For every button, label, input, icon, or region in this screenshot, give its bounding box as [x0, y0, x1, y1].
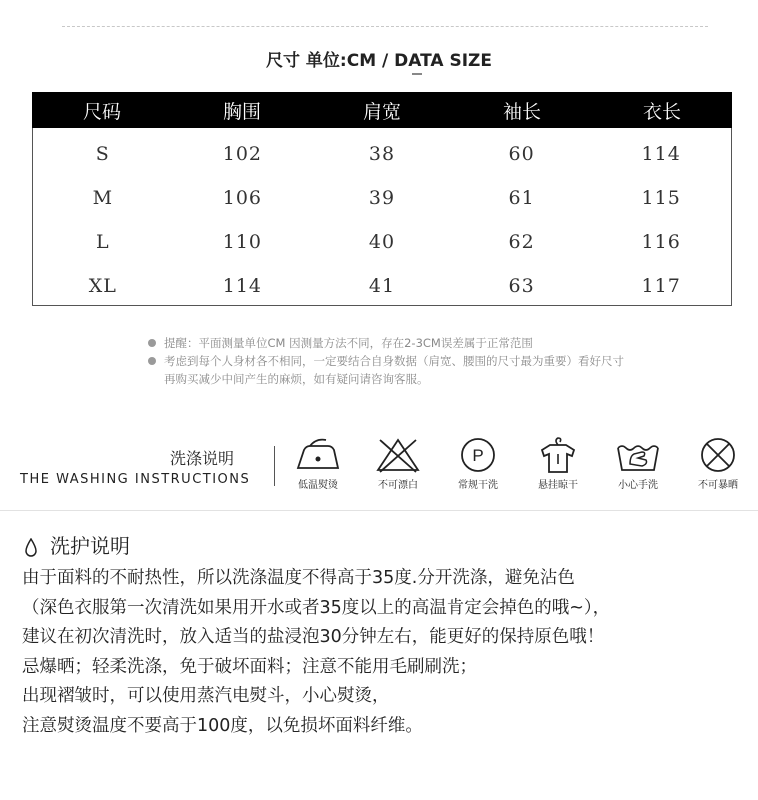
no-sun-dry-icon [692, 436, 744, 474]
column-header: 衣长 [642, 100, 681, 123]
hand-wash-icon [612, 436, 664, 474]
care-icon-label: 小心手洗 [618, 480, 658, 491]
care-icon-label: 不可漂白 [378, 480, 418, 491]
note-item [148, 352, 628, 388]
care-icon-label: 不可暴晒 [698, 480, 738, 491]
table-row [33, 220, 731, 264]
table-cell: 61 [508, 187, 535, 209]
table-cell: XL [88, 275, 117, 297]
table-body [32, 128, 732, 306]
care-line: 注意熨烫温度不要高于100度，以免损坏面料纤维。 [22, 715, 423, 736]
dry-clean-p-icon [452, 436, 504, 474]
table-cell: S [95, 143, 110, 165]
care-icon-hang [518, 436, 598, 491]
no-bleach-icon [372, 436, 424, 474]
care-icon-bleach [358, 436, 438, 491]
table-cell: 40 [368, 231, 396, 253]
table-cell: 114 [222, 275, 263, 297]
table-cell: 41 [368, 275, 396, 297]
washing-title-cn: 洗涤说明 [170, 449, 235, 468]
care-icon-label: 常规干洗 [458, 480, 498, 491]
title-underline [412, 73, 422, 75]
table-cell: 63 [508, 275, 535, 297]
size-table [32, 92, 732, 306]
table-cell: 116 [641, 231, 681, 253]
section-divider [0, 510, 758, 511]
note-text: 考虑到每个人身材各不相同，一定要结合自身数据（肩宽、腰围的尺寸最为重要）看好尺寸再购买减少中间产生的麻烦，如有疑问请咨询客服。 [164, 354, 624, 386]
table-header [32, 92, 732, 128]
table-cell: 62 [508, 231, 535, 253]
table-cell: L [95, 231, 110, 253]
care-icon-dryclean [438, 436, 518, 491]
table-cell: 117 [641, 275, 681, 297]
care-line: 由于面料的不耐热性，所以洗涤温度不得高于35度.分开洗涤，避免沾色 [22, 568, 575, 588]
care-icon-label: 低温熨烫 [298, 480, 338, 491]
table-cell: 102 [222, 143, 263, 165]
top-divider [62, 26, 708, 27]
table-cell: 60 [508, 143, 535, 165]
care-section-title [24, 530, 130, 559]
table-cell: M [92, 187, 114, 209]
hang-dry-icon [532, 436, 584, 474]
table-row [33, 264, 731, 308]
care-line: 出现褶皱时，可以使用蒸汽电熨斗，小心熨烫， [22, 686, 390, 706]
column-header: 尺码 [82, 100, 121, 123]
table-cell: 39 [368, 187, 396, 209]
water-drop-icon [24, 538, 38, 558]
table-row [33, 176, 731, 220]
table-cell: 114 [641, 143, 681, 165]
care-instructions [22, 564, 752, 741]
column-header: 胸围 [222, 100, 261, 123]
care-line: （深色衣服第一次清洗如果用开水或者35度以上的高温肯定会掉色的哦~）， [22, 597, 611, 618]
bullet-icon [148, 357, 156, 365]
note-item [148, 334, 628, 352]
washing-title-en: THE WASHING INSTRUCTIONS [20, 472, 251, 487]
care-line: 忌爆晒；轻柔洗涤，免于破坏面料；注意不能用毛刷刷洗； [22, 656, 477, 677]
washing-divider [274, 446, 275, 486]
low-temp-iron-icon [292, 436, 344, 474]
page-title: 尺寸 单位:CM / DATA SIZE [266, 51, 492, 71]
measurement-notes [148, 334, 628, 388]
table-row [33, 132, 731, 176]
column-header: 袖长 [502, 100, 541, 123]
care-icon-iron [278, 436, 358, 491]
table-cell: 38 [368, 143, 396, 165]
care-line: 建议在初次清洗时，放入适当的盐浸泡30分钟左右，能更好的保持原色哦！ [22, 627, 605, 647]
care-icon-sun [678, 436, 758, 491]
table-cell: 110 [222, 231, 263, 253]
table-cell: 106 [222, 187, 263, 209]
note-text: 提醒：平面测量单位CM 因测量方法不同，存在2-3CM误差属于正常范围 [164, 336, 533, 350]
bullet-icon [148, 339, 156, 347]
column-header: 肩宽 [362, 100, 401, 123]
care-icon-handwash [598, 436, 678, 491]
svg-text:P: P [472, 446, 484, 465]
care-icon-label: 悬挂晾干 [538, 480, 578, 491]
table-cell: 115 [641, 187, 681, 209]
care-title-text: 洗护说明 [50, 534, 130, 558]
